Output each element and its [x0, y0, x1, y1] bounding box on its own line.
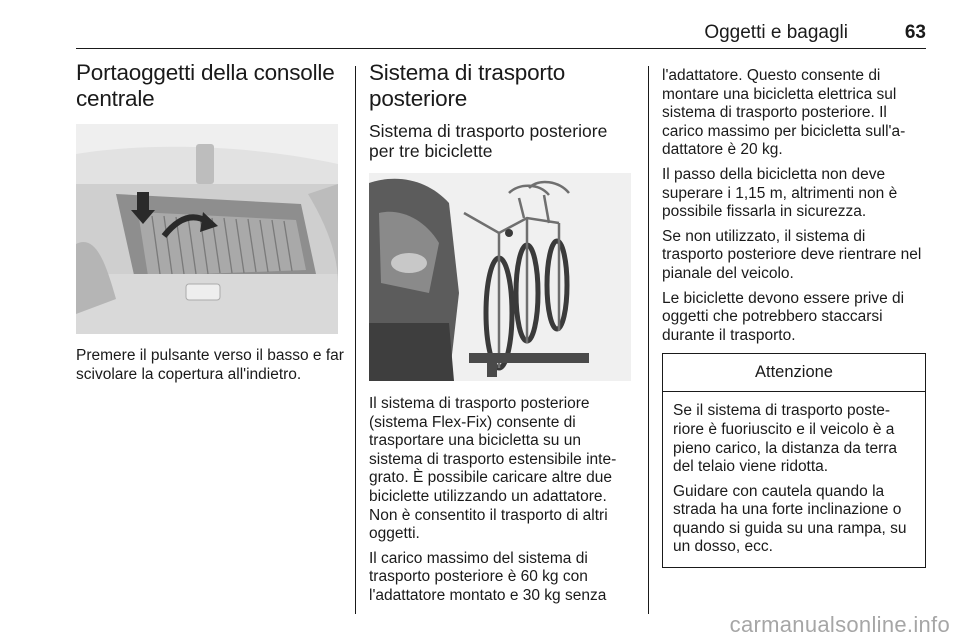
running-header-title: Oggetti e bagagli [704, 22, 848, 43]
adapter-info: l'adattatore. Questo consente di montare una bicicletta elettrica sul sistema di trasporto posteriore. Il carico massimo per bicicletta sull'a-dattatore è 20 kg. [662, 67, 906, 159]
console-instruction: Premere il pulsante verso il basso e far scivolare la copertura all'indietro. [76, 347, 344, 383]
warning-body [663, 392, 925, 567]
wheelbase-info: Il passo della bicicletta non deve superare i 1,15 m, altrimenti non è possibile fissarla in sicurezza. [662, 165, 898, 221]
warning-title: Attenzione [663, 354, 925, 392]
subheading-three-bikes: Sistema di trasporto posteriore per tre biciclette [369, 121, 608, 161]
header-rule [76, 48, 926, 49]
column-divider-1 [355, 66, 356, 614]
column-1 [76, 60, 344, 390]
retract-info: Se non utilizzato, il sistema di trasporto posteriore deve rientrare nel pianale del veicolo. [662, 227, 922, 282]
column-3 [662, 67, 930, 568]
carrier-description: Il sistema di trasporto posteriore (sistema Flex-Fix) consente di trasportare una bicicletta su un sistema di trasporto estensibile inte-grato. È possibile caricare altre due biciclette utilizzando un adattatore. Non è consentito il trasporto di altri oggetti. [369, 395, 617, 543]
section-heading-console: Portaoggetti della consolle centrale [76, 60, 335, 111]
section-heading-bike-carrier: Sistema di trasporto posteriore [369, 60, 566, 111]
carrier-max-load: Il carico massimo del sistema di trasporto posteriore è 60 kg con l'adattatore montato e 30 kg senza [369, 549, 607, 604]
page-number: 63 [904, 22, 926, 43]
warning-paragraph-1: Se il sistema di trasporto poste-riore è fuoriuscito e il veicolo è a pieno carico, la distanza da terra del telaio viene ridotta. [673, 402, 898, 476]
rear-bike-carrier-photo [369, 173, 631, 381]
warning-box [662, 353, 926, 568]
watermark: carmanualsonline.info [729, 612, 950, 637]
column-divider-2 [648, 66, 649, 614]
loose-objects-info: Le biciclette devono essere prive di oggetti che potrebbero staccarsi durante il trasporto. [662, 289, 905, 344]
warning-paragraph-2: Guidare con cautela quando la strada ha una forte inclinazione o quando si guida su una rampa, su un dosso, ecc. [673, 482, 907, 556]
column-2 [369, 60, 637, 612]
console-storage-photo [76, 124, 338, 334]
